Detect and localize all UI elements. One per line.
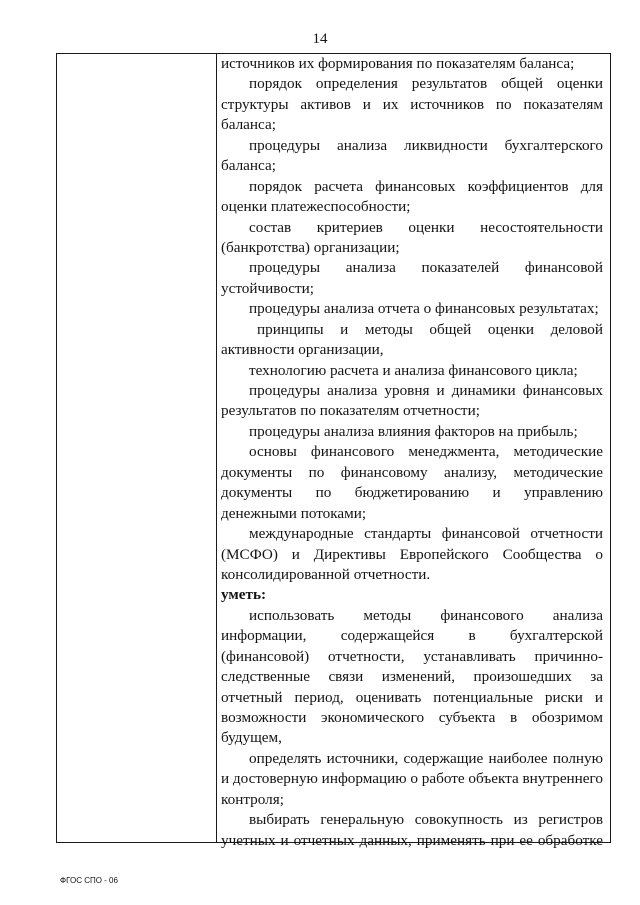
- text-line: баланса;: [221, 116, 276, 134]
- text-line: процедуры анализа ликвидности бухгалтерского: [249, 136, 603, 154]
- text-line: источников их формирования по показателям баланса;: [221, 55, 575, 72]
- text-line: информации, содержащейся в бухгалтерской: [221, 627, 603, 645]
- text-line: результатов по показателям отчетности;: [221, 402, 480, 420]
- text-line: определять источники, содержащие наиболее полную: [249, 749, 603, 767]
- text-line: процедуры анализа влияния факторов на прибыль;: [249, 422, 578, 440]
- text-line: (МСФО) и Директивы Европейского Сообщества о: [221, 545, 603, 563]
- text-line: денежными потоками;: [221, 504, 367, 522]
- text-line: документы по финансовому анализу, методические: [221, 463, 603, 481]
- text-line: устойчивости;: [221, 279, 315, 297]
- text-line: использовать методы финансового анализа: [249, 606, 603, 624]
- section-heading: уметь:: [221, 586, 267, 604]
- text-line: процедуры анализа показателей финансовой: [249, 259, 603, 277]
- text-line: и достоверную информацию о работе объекта внутреннего: [221, 770, 603, 788]
- column-divider: [216, 54, 217, 842]
- page-number: 14: [312, 31, 328, 47]
- text-line: возможности экономического субъекта в обозримом: [221, 709, 603, 726]
- text-line: консолидированной отчетности.: [221, 565, 431, 583]
- text-line: баланса;: [221, 157, 276, 175]
- table-cell-content: [221, 54, 603, 851]
- text-line: контроля;: [221, 790, 284, 808]
- text-line: основы финансового менеджмента, методические: [249, 443, 603, 461]
- text-line: состав критериев оценки несостоятельности: [249, 218, 603, 236]
- text-line: порядок определения результатов общей оценки: [249, 75, 603, 93]
- text-line: отчетный период, оценивать потенциальные риски и: [221, 688, 603, 706]
- text-line: процедуры анализа уровня и динамики финансовых: [249, 382, 603, 399]
- text-line: процедуры анализа отчета о финансовых результатах;: [249, 300, 599, 318]
- competency-table: [56, 53, 611, 849]
- text-line: документы по бюджетированию и управлению: [221, 484, 603, 502]
- text-line: структуры активов и их источников по показателям: [221, 95, 603, 113]
- text-line: технологию расчета и анализа финансового цикла;: [249, 361, 578, 379]
- text-line: будущем,: [221, 729, 282, 747]
- text-line: принципы и методы общей оценки деловой: [257, 320, 603, 338]
- text-line: международные стандарты финансовой отчетности: [249, 525, 603, 543]
- text-line: выбирать генеральную совокупность из регистров: [249, 811, 603, 829]
- text-line: порядок расчета финансовых коэффициентов для: [249, 177, 603, 195]
- text-line: оценки платежеспособности;: [221, 198, 411, 216]
- text-line: (финансовой) отчетности, устанавливать причинно-: [221, 647, 603, 665]
- text-line: следственные связи изменений, произошедших за: [221, 668, 603, 686]
- footer-label: ФГОС СПО - 06: [60, 876, 118, 885]
- text-line: активности организации,: [221, 341, 384, 359]
- text-line: (банкротства) организации;: [221, 238, 400, 256]
- text-line: учетных и отчетных данных, применять при ее обработке: [221, 831, 603, 849]
